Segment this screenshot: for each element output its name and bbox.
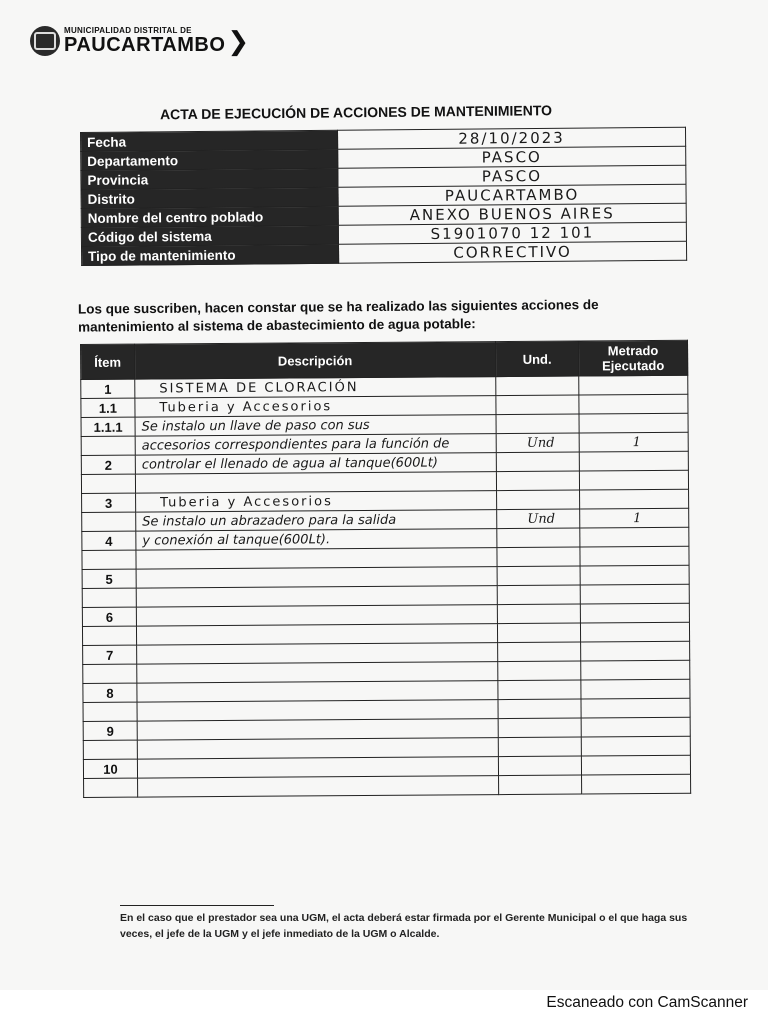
qty-cell [580,603,689,623]
unit-cell [497,585,580,605]
info-label: Tipo de mantenimiento [81,244,338,265]
item-cell [84,778,138,797]
unit-cell [498,680,581,700]
unit-cell [497,566,580,586]
unit-cell [498,699,581,719]
qty-cell [581,698,690,718]
item-cell: 9 [83,721,137,740]
unit-cell [496,452,579,472]
document-title: ACTA DE EJECUCIÓN DE ACCIONES DE MANTENIMIENTO [159,102,553,123]
item-cell [82,626,136,645]
desc-cell [137,681,498,703]
info-value: 28/10/2023 [337,127,685,149]
info-label: Fecha [81,130,338,151]
unit-cell [498,718,581,738]
qty-cell [581,660,690,680]
qty-cell [581,717,690,737]
desc-cell [135,472,496,494]
header-unit: Und. [495,341,578,377]
unit-cell [497,623,580,643]
header-metrado [578,340,687,376]
qty-cell [579,413,688,433]
qty-cell [582,774,691,794]
item-cell: 1 [81,379,135,398]
info-value: PASCO [338,146,686,168]
item-cell: 1.1.1 [81,417,135,436]
unit-cell [496,376,579,396]
item-cell [82,512,136,531]
desc-cell [137,757,498,779]
qty-cell [579,470,688,490]
item-cell [83,740,137,759]
info-value: PASCO [338,165,686,187]
unit-cell [497,528,580,548]
unit-cell [497,490,580,510]
qty-cell [580,565,689,585]
desc-cell: SISTEMA DE CLORACIÓN [135,377,496,399]
info-value: CORRECTIVO [338,241,686,263]
info-value: ANEXO BUENOS AIRES [338,203,686,225]
unit-cell [498,661,581,681]
desc-cell [136,548,497,570]
info-label: Provincia [81,168,338,189]
unit-cell [497,604,580,624]
desc-cell: accesorios correspondientes para la función de [135,434,496,456]
actions-table [80,340,691,798]
desc-cell: Se instalo un llave de paso con sus [135,415,496,437]
footnote-divider [120,905,274,906]
desc-cell [136,605,497,627]
item-cell [82,550,136,569]
qty-cell [579,451,688,471]
desc-cell: Se instalo un abrazadero para la salida [136,510,497,532]
qty-cell [581,755,690,775]
unit-cell [496,395,579,415]
info-label: Código del sistema [81,225,338,246]
desc-cell [137,700,498,722]
table-row [84,774,691,797]
item-cell: 6 [82,607,136,626]
desc-cell: controlar el llenado de agua al tanque(600Lt) [135,453,496,475]
municipality-logo [30,26,249,56]
item-cell [81,436,135,455]
logo-name: PAUCARTAMBO [64,34,226,56]
item-cell: 7 [83,645,137,664]
info-row-tipo [81,241,686,265]
info-table [80,127,687,266]
desc-cell [136,567,497,589]
scanner-watermark: Escaneado con CamScanner [546,994,748,1011]
unit-cell [496,414,579,434]
desc-cell [137,643,498,665]
intro-text: Los que suscriben, hacen constar que se ha realizado las siguientes acciones de mantenimiento al sistema de abastecimiento de agua potable: [77,297,599,335]
item-cell: 10 [83,759,137,778]
unit-cell [498,756,581,776]
qty-cell [580,622,689,642]
unit-cell [498,737,581,757]
logo-subtitle: MUNICIPALIDAD DISTRITAL DE [64,26,192,35]
desc-cell [137,719,498,741]
item-cell: 5 [82,569,136,588]
info-value: S1901070 12 101 [338,222,686,244]
item-cell: 2 [81,455,135,474]
unit-cell [497,547,580,567]
header-description: Descripción [135,342,496,380]
item-cell: 4 [82,531,136,550]
unit-cell: Und [496,433,579,453]
unit-cell: Und [497,509,580,529]
desc-cell: Tuberia y Accesorios [135,396,496,418]
seal-icon [30,26,60,56]
actions-header-row [81,340,688,379]
item-cell [81,474,135,493]
item-cell: 3 [82,493,136,512]
item-cell [82,588,136,607]
footnote: En el caso que el prestador sea una UGM, el acta deberá estar firmada por el Gerente Municipal o el que haga sus veces, el jefe de la UGM y el jefe inmediato de la UGM o Alcalde. [120,912,688,941]
qty-cell [579,394,688,414]
header-item: Ítem [81,344,135,379]
qty-cell [580,584,689,604]
qty-cell: 1 [579,432,688,452]
unit-cell [499,775,582,795]
desc-cell [136,586,497,608]
qty-cell: 1 [580,508,689,528]
desc-cell: Tuberia y Accesorios [136,491,497,513]
qty-cell [581,736,690,756]
qty-cell [580,489,689,509]
info-label: Departamento [81,149,338,170]
info-label: Distrito [81,187,338,208]
desc-cell [137,738,498,760]
desc-cell [138,776,499,798]
desc-cell [136,624,497,646]
qty-cell [579,375,688,395]
item-cell [83,664,137,683]
header-metrado-line2: Ejecutado [602,357,665,374]
header-metrado-line1: Metrado [607,342,659,359]
unit-cell [498,642,581,662]
item-cell: 8 [83,683,137,702]
item-cell [83,702,137,721]
qty-cell [581,679,690,699]
item-cell: 1.1 [81,398,135,417]
chevron-right-icon: ❯ [227,26,250,56]
desc-cell [137,662,498,684]
info-value: PAUCARTAMBO [338,184,686,206]
qty-cell [580,527,689,547]
unit-cell [496,471,579,491]
desc-cell: y conexión al tanque(600Lt). [136,529,497,551]
qty-cell [581,641,690,661]
qty-cell [580,546,689,566]
info-label: Nombre del centro poblado [81,206,338,227]
